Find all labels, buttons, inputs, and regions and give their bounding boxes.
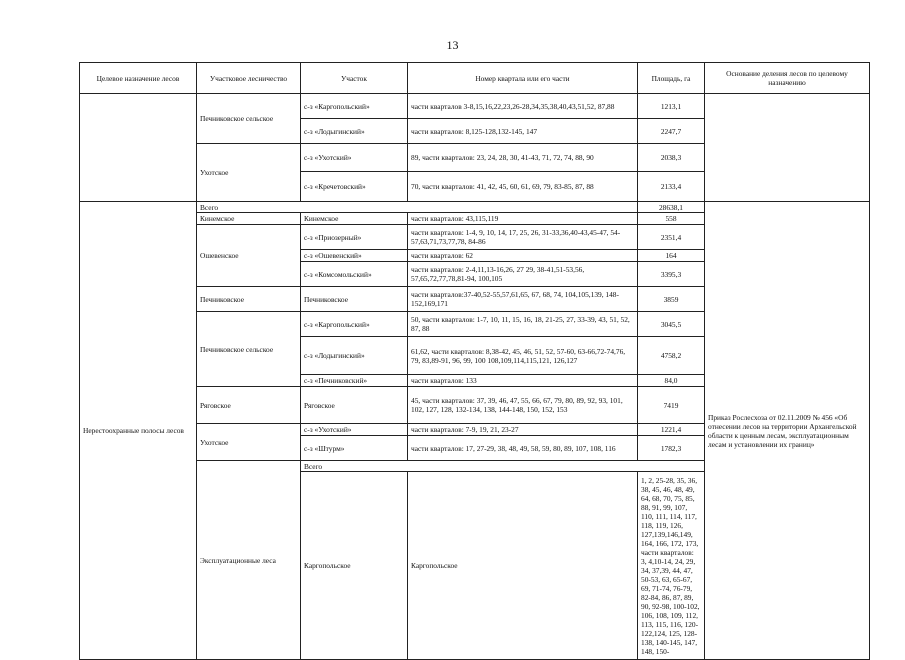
header-plot: Участок (301, 63, 408, 94)
district-cell: Ухотское (197, 144, 301, 202)
plot-cell: Каргопольское (408, 472, 638, 660)
district-cell: Кинемское (197, 213, 301, 225)
plot-cell: с-з «Каргопольский» (301, 94, 408, 119)
basis-cell: Приказ Рослесхоза от 02.11.2009 № 456 «Об отнесении лесов на территории Архангельской области к ценным лесам, эксплуатационным лесам и установлении их границ» (705, 202, 870, 660)
plot-cell: Ряговское (301, 387, 408, 424)
table-row (80, 202, 870, 213)
plot-cell: Печниковское (301, 287, 408, 312)
district-cell: Ряговское (197, 387, 301, 424)
plot-cell: с-з «Лодыгинский» (301, 119, 408, 144)
quarter-cell: 89, части кварталов: 23, 24, 28, 30, 41-43, 71, 72, 74, 88, 90 (408, 144, 638, 172)
area-cell: 1782,3 (638, 436, 705, 461)
quarter-cell: части кварталов 3-8,15,16,22,23,26-28,34,35,38,40,43,51,52, 87,88 (408, 94, 638, 119)
quarter-cell: части кварталов: 1-4, 9, 10, 14, 17, 25, 26, 31-33,36,40-43,45-47, 54-57,63,71,73,77,78, 84-86 (408, 225, 638, 250)
area-cell: 1213,1 (638, 94, 705, 119)
purpose-cell: Нерестоохранные полосы лесов (80, 202, 197, 660)
header-area: Площадь, га (638, 63, 705, 94)
quarter-cell: части кварталов: 17, 27-29, 38, 48, 49, 58, 59, 80, 89, 107, 108, 116 (408, 436, 638, 461)
total-label-cell: Всего (301, 461, 705, 472)
forest-table-container (79, 62, 871, 656)
purpose-cell (80, 94, 197, 202)
plot-cell: с-з «Штурм» (301, 436, 408, 461)
area-cell: 558 (638, 213, 705, 225)
header-basis: Основание деления лесов по целевому назначению (705, 63, 870, 94)
area-cell: 3045,5 (638, 312, 705, 337)
district-cell: Ошевенское (197, 225, 301, 287)
district-cell: Печниковское (197, 287, 301, 312)
total-label-cell: Всего (197, 202, 638, 213)
quarter-cell: части кварталов: 2-4,11,13-16,26, 27 29, 38-41,51-53,56, 57,65,72,77,78,81-94, 100,105 (408, 262, 638, 287)
quarter-cell: 1, 2, 25-28, 35, 36, 38, 45, 46, 48, 49, 64, 68, 70, 75, 85, 88, 91, 99, 107, 110, 111, 114, 117, 118, 119, 126, 127,139,146,149, 164, 166, 172, 173, части кварталов: 3, 4,10-14, 24, 29, 34, 37,39, 44, 47, 50-53, 63, 65-67, 69, 71-74, 76-79, 82-84, 86, 87, 89, 90, 92-98, 100-102, 106, 108, 109, 112, 113, 115, 116, 120-122,124, 125, 128-138, 140-145, 147, 148, 150- (638, 472, 705, 660)
quarter-cell: 50, части кварталов: 1-7, 10, 11, 15, 16, 18, 21-25, 27, 33-39, 43, 51, 52, 87, 88 (408, 312, 638, 337)
purpose-cell: Эксплуатационные леса (197, 461, 301, 660)
area-cell: 2351,4 (638, 225, 705, 250)
page-number: 13 (446, 38, 459, 52)
quarter-cell: 70, части кварталов: 41, 42, 45, 60, 61, 69, 79, 83-85, 87, 88 (408, 172, 638, 202)
quarter-cell: части кварталов: 62 (408, 250, 638, 262)
district-cell: Ухотское (197, 424, 301, 461)
quarter-cell: части кварталов: 43,115,119 (408, 213, 638, 225)
forest-purpose-table (79, 62, 870, 660)
quarter-cell: 45, части кварталов: 37, 39, 46, 47, 55, 66, 67, 79, 80, 89, 92, 93, 101, 102, 127, 128, 132-134, 138, 144-148, 150, 152, 153 (408, 387, 638, 424)
plot-cell: с-з «Ухотский» (301, 424, 408, 436)
district-cell: Каргопольское (301, 472, 408, 660)
basis-cell (705, 94, 870, 202)
area-cell: 164 (638, 250, 705, 262)
header-purpose: Целевое назначение лесов (80, 63, 197, 94)
plot-cell: с-з «Каргопольский» (301, 312, 408, 337)
table-row (80, 94, 870, 119)
area-cell: 2133,4 (638, 172, 705, 202)
header-quarter: Номер квартала или его части (408, 63, 638, 94)
area-cell: 1221,4 (638, 424, 705, 436)
quarter-cell: 61,62, части кварталов: 8,38-42, 45, 46, 51, 52, 57-60, 63-66,72-74,76, 79, 83,89-91, 96, 99, 100 108,109,114,115,121, 126,127 (408, 337, 638, 375)
area-cell: 4758,2 (638, 337, 705, 375)
plot-cell: с-з «Комсомольский» (301, 262, 408, 287)
table-header-row (80, 63, 870, 94)
area-cell: 84,0 (638, 375, 705, 387)
plot-cell: с-з «Приозерный» (301, 225, 408, 250)
plot-cell: с-з «Ухотский» (301, 144, 408, 172)
plot-cell: с-з «Кречетовский» (301, 172, 408, 202)
plot-cell: с-з «Ошевенский» (301, 250, 408, 262)
area-cell: 3859 (638, 287, 705, 312)
area-cell: 2247,7 (638, 119, 705, 144)
area-cell: 2038,3 (638, 144, 705, 172)
quarter-cell: части кварталов:37-40,52-55,57,61,65, 67, 68, 74, 104,105,139, 148-152,169,171 (408, 287, 638, 312)
header-district: Участковое лесничество (197, 63, 301, 94)
area-cell: 7419 (638, 387, 705, 424)
quarter-cell: части кварталов: 8,125-128,132-145, 147 (408, 119, 638, 144)
district-cell: Печниковское сельское (197, 312, 301, 387)
quarter-cell: части кварталов: 133 (408, 375, 638, 387)
plot-cell: Кинемское (301, 213, 408, 225)
area-cell: 28638,1 (638, 202, 705, 213)
plot-cell: с-з «Печниковский» (301, 375, 408, 387)
quarter-cell: части кварталов: 7-9, 19, 21, 23-27 (408, 424, 638, 436)
district-cell: Печниковское сельское (197, 94, 301, 144)
area-cell: 3395,3 (638, 262, 705, 287)
plot-cell: с-з «Лодыгинский» (301, 337, 408, 375)
